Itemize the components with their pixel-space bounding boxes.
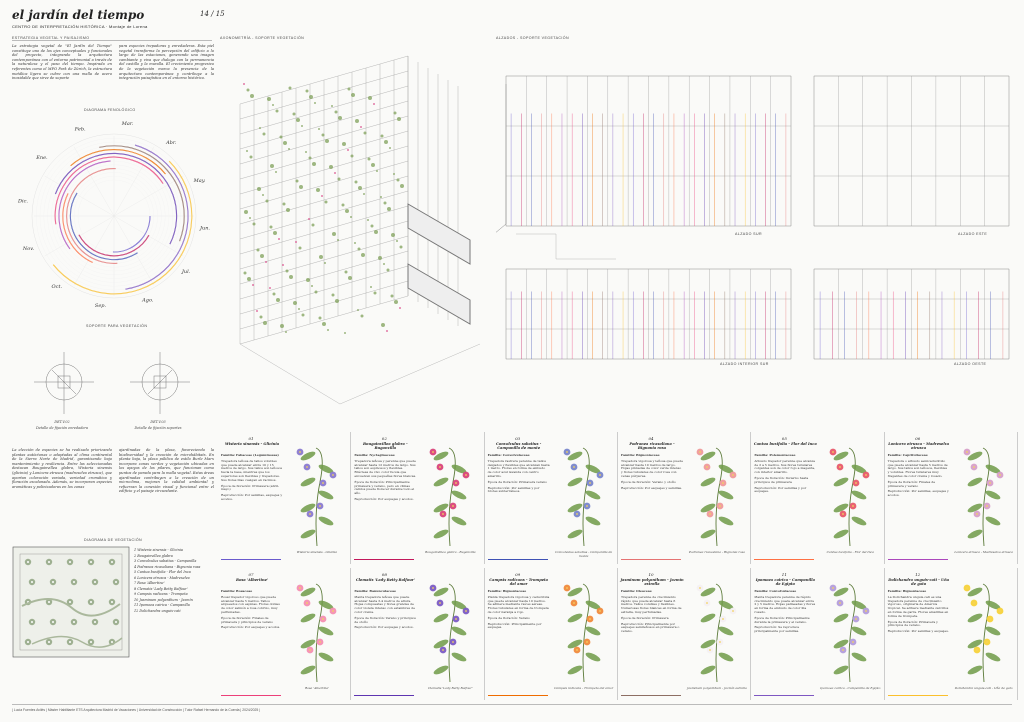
card-body [354, 454, 416, 502]
card-description: Trepadora vigorosa y leñosa que puede alcanzar hasta 10 metros de largo. Hojas pinnadas de color verde intenso y flores tubulares de color rosa con venas púrpuras. [621, 458, 683, 478]
card-number: 06 [915, 436, 921, 441]
card-caption: Cantua buxifolia - Flor del Inca [826, 550, 875, 554]
card-reproduction: Reproducción: Por semillas, esquejes y acodos. [221, 493, 283, 501]
card-species-name: Ipomoea cairica - Campanilla de Egipto [755, 578, 815, 586]
legend-item: 6 Lonicera etrusca - Madreselva [134, 575, 190, 580]
card-species-name: Jasminum polyanthum - Jazmín estrella [620, 578, 684, 586]
month-label: Dic. [17, 198, 28, 205]
species-text-right: ajardinadas de la plaza, favoreciendo la biodiversidad y la creación de microhábitats. En planta baja, la plaza pública de estilo Burle Marx incorpora zonas verdes y vegetación ubicadas en los apoyos de los pilares, que funcionan como puntos de parada para la malla vegetal. Estas áreas ajardinadas contribuyen a la creación de un microclima, mejoran la calidad ambiental y refuerzan la conexión visual y funcional entre el edificio y el paisaje circundante. [119, 448, 214, 494]
plant-illustration [553, 442, 615, 550]
card-body [754, 454, 816, 494]
card-family: Familia: Convolvulaceae [754, 589, 797, 593]
month-label: Jun. [199, 225, 211, 232]
species-card [751, 568, 884, 700]
legend-item: 12 Dolichandra unguis-cati [134, 608, 181, 613]
month-label: Jul. [181, 269, 191, 276]
legend-item: 5 Cantua buxifolia - Flor del Inca [134, 570, 191, 574]
card-reproduction: Reproducción: Por esquejes y acodos. [354, 625, 414, 630]
card-species-name: Clematis 'Lady Betty Balfour' [355, 578, 415, 582]
card-caption: Podranea ricasoliana - Bignonia rosa [689, 550, 745, 554]
card-reproduction: Reproducción: Por semillas y por esquejes. [754, 485, 807, 494]
card-caption: Bougainvillea glabra - Buganvilla [425, 550, 476, 554]
card-body [888, 590, 950, 634]
card-number: 03 [515, 436, 521, 441]
phenology-arc [125, 145, 188, 289]
plant-illustration [819, 578, 881, 686]
card-number: 12 [915, 572, 921, 577]
card-flowering: Época de floración: Primavera [621, 615, 669, 620]
card-body [888, 454, 950, 498]
card-species-name: Lonicera etrusca - Madreselva etrusca [888, 442, 950, 450]
strategy-heading: ESTRATEGIA VEGETAL Y PAISAJISMO [12, 36, 90, 40]
species-card [351, 568, 484, 700]
elevations-drawing [496, 44, 1016, 374]
card-body [621, 454, 683, 490]
card-description: Planta trepadora leñosa que puede alcanzar hasta 3-4 metros de altura. Hojas compuestas y flores grandes de color violeta intenso con estambres de color crema. [354, 594, 415, 614]
card-description: Trepadora leñosa y perenne que puede alcanzar hasta 12 metros de largo. Sus tallos son espinosos y flexibles. Brácteas de vivo color fucsia que envuelven sus pequeñas flores blancas. [354, 458, 417, 478]
card-number: 05 [781, 436, 787, 441]
legend-item: 2 Bougainvillea glabra [134, 553, 173, 558]
species-card [618, 568, 751, 700]
card-description: Arbusto trepador perenne que alcanza de 2 a 5 metros. Sus flores tubulares colgantes son de color rojo a magenta, con interior amarillo. [754, 458, 816, 475]
elevation-label-este: ALZADO ESTE [958, 232, 988, 236]
card-color-bar [888, 559, 948, 560]
legend-item: 11 Ipomoea cairica - Campanilla [134, 603, 190, 607]
card-color-bar [488, 559, 548, 560]
detail-a-code: DET.V.02 [54, 420, 70, 424]
card-flowering: Época de floración: Principalmente primavera y verano, pero en climas cálidos puede florecer durante todo el año. [354, 479, 415, 496]
page-subtitle: CENTRO DE INTERPRETACIÓN HISTÓRICA · Montaje de Lorena [12, 24, 148, 29]
legend-item: 9 Campsis radicans - Trompeta [134, 592, 188, 596]
phenology-heading: DIAGRAMA FENOLÓGICO [84, 108, 136, 112]
month-label: Feb. [74, 126, 86, 133]
card-flowering: Época de floración: Finales de primavera y principios de verano [221, 615, 273, 624]
month-label: May. [193, 178, 206, 185]
species-card [218, 432, 351, 564]
month-label: Mar. [121, 120, 134, 127]
card-reproduction: Reproducción: Por esquejes y semillas. [621, 485, 683, 490]
card-description: Trepadora perenne de crecimiento rápido que puede alcanzar hasta 6 metros. Tallos volubles y flexibles. Numerosas flores blancas en forma de estrella, muy perfumadas. [621, 594, 682, 614]
card-reproduction: Reproducción: Por esquejes y acodos. [221, 625, 281, 630]
species-card [218, 568, 351, 700]
legend-item: 3 Convolvulus sabatius - Campanilla [134, 559, 197, 563]
card-species-name: Rosa 'Albertine' [236, 578, 268, 582]
card-description: Trepadora rastrera perenne de tallos delgados y flexibles que alcanzan hasta 1 metro. Flores en forma de embudo de color azul lavanda con centro amarillo. [487, 458, 550, 478]
elevation-label-sur: ALZADO SUR [735, 232, 762, 236]
card-body [621, 590, 683, 634]
card-flowering: Época de floración: Invierno hasta principios de primavera [754, 475, 809, 484]
card-color-bar [621, 559, 681, 560]
card-body [488, 590, 550, 630]
card-caption: Ipomoea cairica - Campanilla de Egipto [820, 686, 881, 690]
card-color-bar [888, 695, 948, 696]
month-label: Sep. [94, 303, 107, 310]
phenology-arc [113, 216, 150, 252]
month-label: Ene. [36, 154, 48, 161]
plant-illustration [419, 442, 481, 550]
card-body [221, 454, 283, 502]
species-text-left: La elección de especies se ha realizado priorizando plantas autóctonas o adaptadas al clima continental de la Sierra Norte de Madrid, garantizando bajo mantenimiento y resiliencia. Entre las seleccionadas destacan Bougainvillea glabra, Wisteria sinensis (glicinia) y Lonicera etrusca (madreselva etrusca), que aportan coloración variada, variedad cromática y floración escalonada. Además, se incorporan especies aromáticas y polinizadoras en los zonas [12, 448, 112, 489]
axonometry-drawing [220, 44, 490, 424]
intro-text-right: para especies trepadoras y enredaderas. Esta piel vegetal transforma la percepción del edificio a lo largo de las estaciones, generando una imagen cambiante y viva que dialoga con la permanencia del castillo y la muralla. El crecimiento progresivo de la vegetación marca la presencia de la arquitectura contemporánea y contribuye a la integración paisajística en el entorno histórico. [119, 44, 214, 81]
card-flowering: Época de floración: Primavera (abril-mayo) [221, 483, 280, 492]
card-color-bar [221, 695, 281, 696]
detail-a-caption: Detalle de fijación enredadera [35, 426, 89, 430]
card-color-bar [621, 695, 681, 696]
card-caption: Campsis radicans - Trompeta del amor [554, 686, 614, 690]
card-reproduction: Reproducción: Por semillas y esquejes. [887, 629, 949, 634]
card-family: Familia: Convolvulaceae [487, 453, 530, 457]
footer-divider [12, 704, 1012, 705]
card-species-name: Convolvulus sabatius - Campanilla de monte [496, 442, 542, 450]
card-species-name: Bougainvillea glabra - Buganvilla [363, 442, 408, 450]
card-family: Familia: Fabaceae (Leguminosas) [221, 453, 279, 457]
card-flowering: Época de floración: Finales de primavera y verano [887, 479, 936, 488]
card-family: Familia: Ranunculaceae [354, 589, 396, 593]
plant-illustration [819, 442, 881, 550]
detail-b-code: DET.V.03 [150, 420, 166, 424]
page-number: 14 / 15 [200, 10, 225, 18]
intro-text-left: La estrategia vegetal de "El Jardín del Tiempo" constituye uno de los ejes conceptuales y funcionales del proyecto, integrando la arquitectura contemporánea con el entorno patrimonial a través de la naturaleza y el paso del tiempo. Inspirada en referentes como el MFO Park de Zúrich, la estructura metálica ligera se cubre con una malla de acero inoxidable que sirve de soporte [12, 44, 112, 81]
axonometry-heading: AXONOMETRÍA - SOPORTE VEGETACIÓN [220, 36, 305, 40]
plant-illustration [953, 442, 1015, 550]
legend-item: 8 Clematis 'Lady Betty Balfour' [134, 586, 188, 591]
support-heading: SOPORTE PARA VEGETACIÓN [86, 324, 148, 328]
species-card [751, 432, 884, 564]
card-species-name: Wisteria sinensis - Glicinia [224, 442, 280, 446]
species-cards-grid [218, 432, 1018, 704]
card-flowering: Época de floración: Primavera y principios de verano. [887, 619, 938, 628]
elevation-label-oeste: ALZADO OESTE [954, 362, 987, 366]
legend-item: 10 Jasminum polyanthum - Jazmín [134, 597, 193, 602]
species-card [485, 568, 618, 700]
card-family: Familia: Nyctaginaceae [354, 453, 395, 457]
card-reproduction: Reproducción: Por esquejes y acodos. [354, 496, 414, 501]
card-reproduction: Reproducción: Principalmente por esquejes semileñosos en primavera o verano. [621, 621, 680, 634]
card-number: 09 [515, 572, 521, 577]
legend-item: 4 Podranea ricasoliana - Bignonia rosa [134, 564, 201, 569]
page-title: el jardín del tiempo [12, 8, 145, 22]
legend-item: 1 Wisteria sinensis - Glicinia [134, 548, 183, 552]
month-label: Nov. [22, 245, 35, 252]
card-species-name: Campsis radicans - Trompeta del amor [489, 578, 549, 586]
vegetation-plan [12, 546, 130, 658]
card-family: Familia: Caprifoliaceae [887, 453, 928, 457]
species-card [885, 568, 1018, 700]
card-description: La Dolichandra unguis-cati es una trepadora perenne de crecimiento vigoroso, originaria de América tropical. Se adhiere mediante zarcillos en forma de garra. Flores amarillas en forma de trompeta. [887, 594, 949, 618]
card-caption: Clematis 'Lady Betty Balfour' [428, 686, 473, 690]
card-description: Rosal trepador vigoroso que puede alcanzar hasta 5 metros. Tallos arqueados con espinas. Flores dobles de color salmón a rosa cobrizo, muy perfumadas. [221, 594, 280, 614]
card-description: Trepadora leñosa de tallos volubles que puede alcanzar entre 10 y 15 metros de largo. Sus tallos son leñosos hacia la base, mientras que los superiores son flexibles y trepadores. Sus flores lilas cuelgan en racimos. [221, 458, 283, 482]
plant-illustration [686, 442, 748, 550]
card-caption: Jasminum polyanthum - Jazmín estrella [687, 686, 747, 690]
card-family: Familia: Bignoniaceae [621, 453, 660, 457]
card-caption: Dolichandra unguis-cati - Uña de gato [954, 686, 1013, 690]
vegetation-diagram-heading: DIAGRAMA DE VEGETACIÓN [84, 538, 143, 542]
vegetation-legend [134, 548, 216, 614]
plant-illustration [419, 578, 481, 686]
footer-credits: | Lucía Fuentes Avilés | Máster Habilitante ETS Arquitectura Madrid de Vacaciones | Universidad de Construcción | Tutor Rafael Hernando de la Cuerda | 2024/2025 | [12, 708, 261, 712]
card-species-name: Podranea ricasoliana - Bignonia rosa [629, 442, 675, 450]
card-reproduction: Reproducción: Por semillas, esquejes y acodos. [887, 489, 949, 498]
card-caption: Rosa 'Albertine' [304, 686, 330, 690]
phenology-diagram [12, 112, 216, 317]
plant-illustration [286, 442, 348, 550]
month-label: Ago. [142, 297, 154, 304]
card-number: 01 [248, 436, 254, 441]
card-flowering: Época de floración: Verano y principios de otoño [354, 615, 416, 624]
card-description: Planta trepadora vigorosa y caducifolia que puede alcanzar hasta 10 metros. Se adhiere mediante raíces aéreas. Flores tubulares en forma de trompeta de color naranja a rojo. [487, 594, 550, 614]
card-description: Planta trepadora perenne de rápido crecimiento que puede alcanzar entre 2 y 5 metros. Hojas palmeadas y flores en forma de embudo de color lila rosado. [754, 594, 816, 614]
card-body [354, 590, 416, 630]
card-species-name: Dolichandra unguis-cati - Uña de gato [888, 578, 950, 586]
species-card [485, 432, 618, 564]
species-card [618, 432, 751, 564]
card-family: Familia: Rosaceae [221, 589, 253, 593]
card-family: Familia: Polemoniaceae [754, 453, 796, 457]
card-color-bar [754, 559, 814, 560]
divider [12, 40, 212, 41]
card-color-bar [354, 695, 414, 696]
card-family: Familia: Oleaceae [621, 589, 652, 593]
legend-item: 7 Rosa 'Albertine' [134, 581, 165, 585]
card-caption: Convolvulus sabatius - Campanilla de monte [555, 550, 613, 558]
species-card [885, 432, 1018, 564]
card-flowering: Época de floración: Verano y otoño [621, 479, 676, 484]
card-species-name: Cantua buxifolia - Flor del Inca [753, 442, 817, 446]
card-number: 04 [648, 436, 654, 441]
card-family: Familia: Bignoniaceae [487, 589, 527, 593]
card-color-bar [354, 559, 414, 560]
card-flowering: Época de floración: Verano [487, 615, 530, 620]
card-reproduction: Reproducción: Se reproduce principalmente por semillas. [754, 625, 800, 634]
plant-illustration [553, 578, 615, 686]
card-color-bar [754, 695, 814, 696]
plant-illustration [286, 578, 348, 686]
species-card [351, 432, 484, 564]
card-body [754, 590, 816, 634]
card-color-bar [488, 695, 548, 696]
elevations-heading: ALZADOS - SOPORTE VEGETACIÓN [496, 36, 569, 40]
month-label: Oct. [51, 284, 63, 291]
card-caption: Wisteria sinensis - Glicinia [296, 550, 338, 554]
card-family: Familia: Bignoniaceae [887, 589, 927, 593]
card-number: 10 [648, 572, 654, 577]
card-description: Trepadora o arbusto semicaducifolio que puede alcanzar hasta 5 metros de largo. Sus tallos son leñosos, flexibles y volubles. Flores tubulares muy fragantes de color crema y rosado. [887, 458, 948, 478]
plant-illustration [686, 578, 748, 686]
card-number: 08 [381, 572, 387, 577]
card-number: 07 [248, 572, 254, 577]
elevation-label-interior-sur: ALZADO INTERIOR SUR [720, 362, 769, 366]
card-number: 02 [381, 436, 387, 441]
card-flowering: Época de floración: Primavera verano [487, 479, 547, 484]
card-number: 11 [781, 572, 787, 577]
card-body [488, 454, 550, 494]
card-caption: Lonicera etrusca - Madreselva etrusca [954, 550, 1013, 554]
detail-b-caption: Detalle de fijación soportes [134, 426, 182, 430]
card-reproduction: Reproducción: Principalmente por esquejes. [487, 621, 542, 630]
card-reproduction: Reproducción: Por semillas y por brotes subterráneos. [487, 485, 540, 494]
plant-illustration [953, 578, 1015, 686]
card-body [221, 590, 283, 630]
card-color-bar [221, 559, 281, 560]
card-flowering: Época de floración: Principalmente durante la primavera y el verano. [754, 615, 810, 624]
month-label: Abr. [166, 139, 177, 146]
